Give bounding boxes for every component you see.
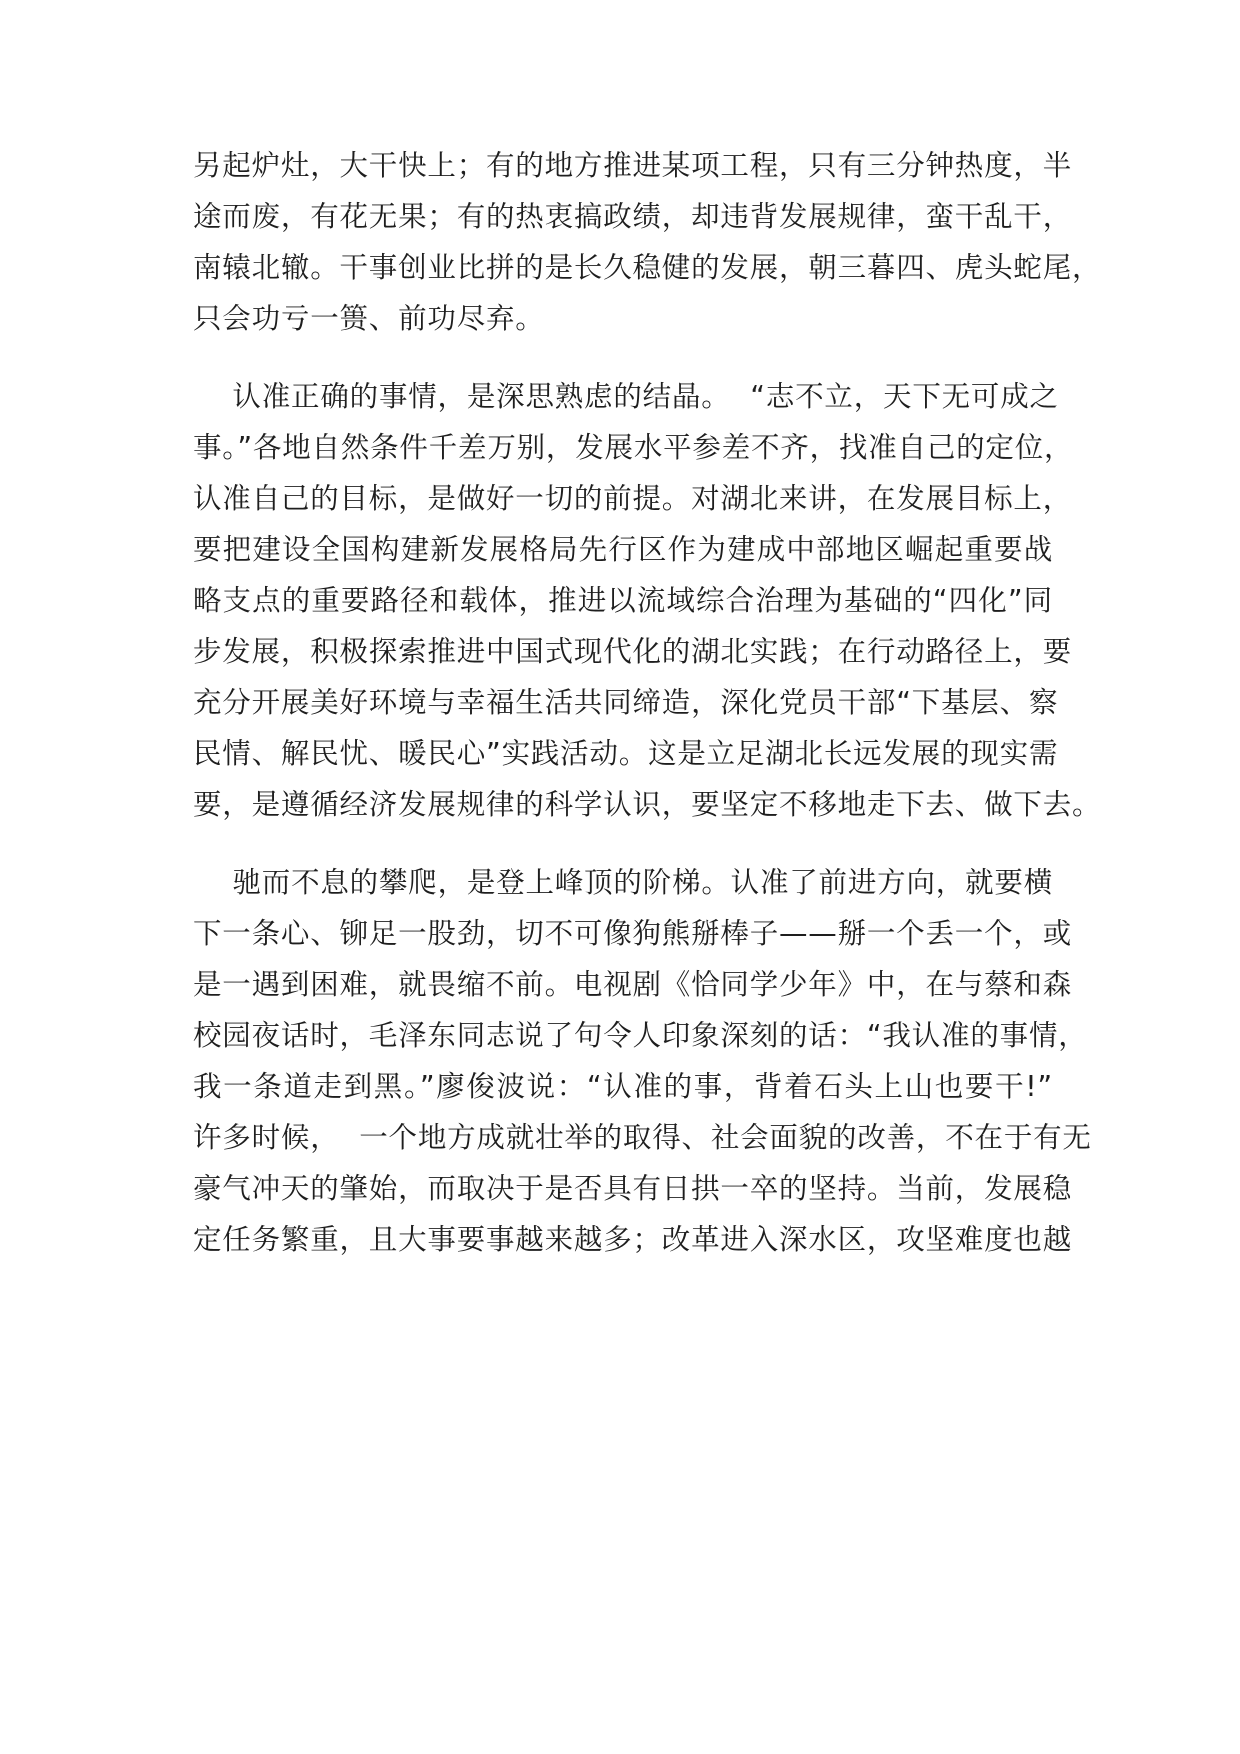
paragraph-2-line-9: 要，是遵循经济发展规律的科学认识，要坚定不移地走下去、做下去。 <box>193 788 1102 821</box>
paragraph-2-line-7: 充分开展美好环境与幸福生活共同缔造，深化党员干部“下基层、察 <box>193 686 1059 719</box>
paragraph-2-line-2: 事。”各地自然条件千差万别，发展水平参差不齐，找准自己的定位， <box>193 431 1074 464</box>
paragraph-2-line-1: 认准正确的事情，是深思熟虑的结晶。 “志不立，天下无可成之 <box>193 380 1059 413</box>
paragraph-1-line-1: 另起炉灶，大干快上；有的地方推进某项工程，只有三分钟热度，半 <box>193 149 1073 182</box>
paragraph-3-line-2: 下一条心、铆足一股劲，切不可像狗熊掰棒子——掰一个丢一个，或 <box>193 917 1073 950</box>
paragraph-3-line-7: 豪气冲天的肇始，而取决于是否具有日拱一卒的坚持。当前，发展稳 <box>193 1172 1073 1205</box>
paragraph-3-line-6: 许多时候， 一个地方成就壮举的取得、社会面貌的改善，不在于有无 <box>193 1121 1092 1154</box>
paragraph-2-line-6: 步发展，积极探索推进中国式现代化的湖北实践；在行动路径上，要 <box>193 635 1073 668</box>
paragraph-2-line-8: 民情、解民忧、暖民心”实践活动。这是立足湖北长远发展的现实需 <box>193 737 1059 770</box>
paragraph-3-line-4: 校园夜话时，毛泽东同志说了句令人印象深刻的话：“我认准的事情， <box>193 1019 1088 1052</box>
paragraph-3-line-5: 我一条道走到黑。”廖俊波说：“认准的事，背着石头上山也要干!” <box>193 1070 1053 1103</box>
paragraph-1-line-4: 只会功亏一篑、前功尽弃。 <box>193 302 545 335</box>
paragraph-3-line-8: 定任务繁重，且大事要事越来越多；改革进入深水区，攻坚难度也越 <box>193 1223 1073 1256</box>
paragraph-3-line-3: 是一遇到困难，就畏缩不前。电视剧《恰同学少年》中，在与蔡和森 <box>193 968 1073 1001</box>
paragraph-2-line-5: 略支点的重要路径和载体，推进以流域综合治理为基础的“四化”同 <box>193 584 1053 617</box>
paragraph-2-line-3: 认准自己的目标，是做好一切的前提。对湖北来讲，在发展目标上， <box>193 482 1073 515</box>
paragraph-1-line-3: 南辕北辙。干事创业比拼的是长久稳健的发展，朝三暮四、虎头蛇尾， <box>193 251 1102 284</box>
paragraph-1-line-2: 途而废，有花无果；有的热衷搞政绩，却违背发展规律，蛮干乱干， <box>193 200 1073 233</box>
paragraph-3-line-1: 驰而不息的攀爬，是登上峰顶的阶梯。认准了前进方向，就要横 <box>193 866 1053 899</box>
paragraph-2-line-4: 要把建设全国构建新发展格局先行区作为建成中部地区崛起重要战 <box>193 533 1053 566</box>
